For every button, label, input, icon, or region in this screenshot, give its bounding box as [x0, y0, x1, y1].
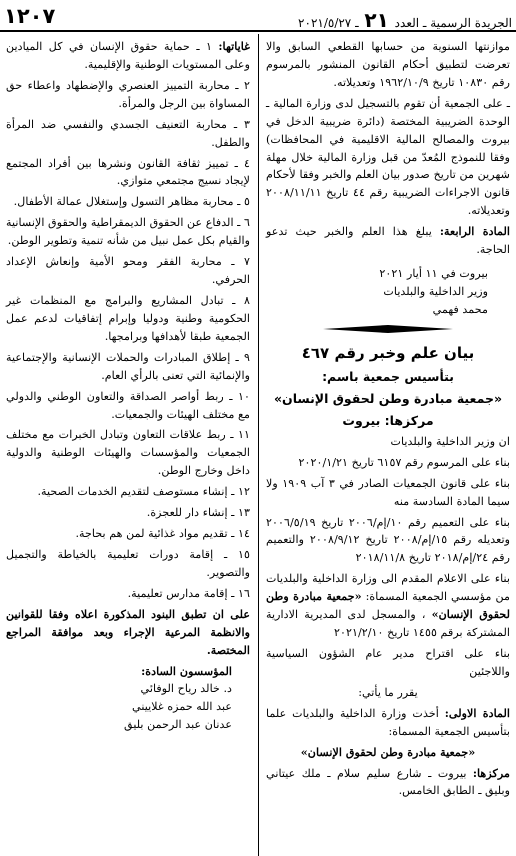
- goal-9: ٩ ـ إطلاق المبادرات والحملات الإنسانية والإجتماعية والإنمائية التي تعنى بالرأي العام.: [6, 350, 250, 382]
- budget-paragraph: موازنتها السنوية من حسابها القطعي السابق والا تعرضت لتطبيق أحكام القانون المنشور بالمرسوم رقم ١٠٨٣٠ تاريخ ١٩٦٢/١٠/٩ وتعديلاته.: [266, 40, 510, 89]
- goal-7: ٧ ـ محاربة الفقر ومحو الأمية وإنعاش الإعداد الحرفي.: [6, 255, 250, 287]
- goal-4: ٤ ـ تمييز ثقافة القانون ونشرها بين أفراد المجتمع لإيجاد نسيج مجتمعي متوازي.: [6, 156, 250, 188]
- founder-3: عدنان عبد الرحمن بليق: [124, 718, 232, 732]
- article-1-label: المادة الاولى:: [444, 705, 510, 720]
- signature-name: محمد فهمي: [432, 302, 488, 316]
- compliance-condition: على ان تطبق البنود المذكورة اعلاه وفقا للقوانين والانظمة المرعية الإجراء وبعد موافقة المراجع المختصة.: [6, 606, 250, 657]
- signature-place-date: بيروت في ١١ أيار ٢٠٢١: [379, 267, 488, 281]
- headquarters-line: مركزها: بيروت: [342, 412, 434, 428]
- right-column: [266, 38, 510, 803]
- goal-10: ١٠ ـ ربط أواصر الصداقة والتعاون الوطني والدولي مع مختلف الهيئات والجمعيات.: [6, 389, 250, 421]
- article-1-association-name: «جمعية مبادرة وطن لحقوق الإنسان»: [300, 744, 476, 759]
- basis-notification-name: «جمعية مبادرة وطن لحقوق الإنسان»: [266, 589, 510, 622]
- article-4-text: يبلغ هذا العلم والخبر حيث تدعو الحاجة.: [266, 225, 510, 257]
- goal-15: ١٥ ـ إقامة دورات تعليمية بالخياطة والتجميل والتصوير.: [6, 547, 250, 579]
- column-divider: [258, 34, 259, 856]
- goal-13: ١٣ ـ إنشاء دار للعجزة.: [146, 506, 250, 520]
- goal-2: ٢ ـ محاربة التمييز العنصري والإضطهاد واعطاء حق المساواة بين الرجل والمرأة.: [6, 78, 250, 110]
- headquarters-text: بيروت ـ شارع سليم سلام ـ ملك عيتاني وبليق ـ الطابق الخامس.: [266, 766, 510, 798]
- basis-proposal: بناء على اقتراح مدير عام الشؤون السياسية واللاجئين: [266, 646, 510, 678]
- article-4-label: المادة الرابعة:: [439, 224, 511, 239]
- decides-line: يقرر ما يأتي:: [358, 685, 418, 699]
- goal-5: ٥ ـ محاربة مظاهر التسول وإستغلال عمالة الأطفال.: [13, 195, 250, 209]
- issue-date: ـ ٢٠٢١/٥/٢٧: [298, 16, 359, 30]
- goals-label: غاياتها:: [218, 39, 250, 53]
- goal-6: ٦ ـ الدفاع عن الحقوق الديمقراطية والحقوق الإنسانية والقيام بكل عمل نبيل من شأنه تنمية وتطوير الوطن.: [6, 216, 250, 248]
- page-header: [0, 0, 516, 30]
- goal-11: ١١ ـ ربط علاقات التعاون وتبادل الخبرات مع مختلف الجمعيات والمؤسسات والهيئات الوطنية والدولية داخل وخارج الوطن.: [6, 428, 250, 478]
- minister-intro: ان وزير الداخلية والبلديات: [390, 434, 510, 448]
- headquarters-address: [266, 765, 510, 801]
- goal-1: [6, 38, 250, 74]
- basis-notification: [266, 570, 510, 642]
- basis-notification-end: ، والمسجل لدى المديرية الادارية المشتركة برقم ١٤٥٥ تاريخ ٢٠٢١/٢/١٠: [266, 608, 510, 640]
- header-rule: [0, 30, 516, 32]
- basis-notification-start: بناء على الاعلام المقدم الى وزارة الداخلية والبلديات من مؤسسي الجمعية المسماة:: [266, 572, 510, 604]
- gazette-name: الجريدة الرسمية ـ العدد: [394, 16, 512, 30]
- goal-16: ١٦ ـ إقامة مدارس تعليمية.: [127, 586, 250, 600]
- goal-14: ١٤ ـ تقديم مواد غذائية لمن هم بحاجة.: [75, 527, 250, 541]
- tax-registration-paragraph: ـ على الجمعية أن تقوم بالتسجيل لدى وزارة المالية ـ الوحدة الضريبية المختصة (دائرة ضريبية الدخل في بيروت والمصالح المالية الاقليمية في المحافظات) وفقا للنموذج المُعدّ من قبل وزارة المالية خلال مهلة شهرين من تاريخ صدور بيان العلم والخبر وفقا لأحكام قانون الاجراءات الضريبية رقم ٤٤ تاريخ ٢٠٠٨/١١/١١ وتعديلاته.: [266, 96, 510, 218]
- separator-ornament: [323, 325, 453, 333]
- basis-circulars: بناء على التعميم رقم ١٠/إم/٢٠٠٦ تاريخ ٢٠٠٦/٥/١٩ وتعديله رقم ١٥/إم/٢٠٠٨ تاريخ ٢٠٠٨/٩/١٢ والتعميم رقم ٢٤/إم/٢٠١٨ تاريخ ٢٠١٨/١١/٨: [266, 515, 510, 565]
- notice-title: بيان علم وخبر رقم ٤٦٧: [301, 343, 475, 362]
- page-number: ١٢٠٧: [4, 4, 56, 28]
- founder-1: د. خالد رياح الوفائي: [140, 682, 232, 696]
- founders-block: [6, 663, 232, 735]
- notice-subtitle: بتأسيس جمعية باسم:: [322, 368, 454, 384]
- article-1: [266, 705, 510, 741]
- founder-2: عبد الله حمزه غلاييني: [132, 700, 232, 714]
- issue-number: ٢١: [364, 8, 389, 32]
- goal-1-text: ١ ـ حماية حقوق الإنسان في كل الميادين وعلى المستويات الوطنية والإقليمية.: [6, 40, 250, 71]
- article-4: [266, 223, 510, 259]
- gazette-header-text: [298, 8, 512, 32]
- association-name: «جمعية مبادرة وطن لحقوق الإنسان»: [273, 390, 503, 406]
- headquarters-label: مركزها:: [472, 765, 510, 780]
- left-column: [6, 38, 250, 734]
- basis-law: بناء على قانون الجمعيات الصادر في ٣ آب ١٩٠٩ ولا سيما المادة السادسة منه: [266, 476, 510, 508]
- minister-signature-block: [266, 265, 488, 319]
- signature-title: وزير الداخلية والبلديات: [383, 284, 488, 298]
- basis-decree: بناء على المرسوم رقم ٦١٥٧ تاريخ ٢٠٢٠/١/٢١: [298, 455, 510, 469]
- goal-8: ٨ ـ تبادل المشاريع والبرامج مع المنظمات غير الحكومية وطنية ودوليا وإبرام إتفاقيات لدعم عمل الجمعية طبقا لأهدافها وبرامجها.: [6, 293, 250, 343]
- goal-3: ٣ ـ محاربة التعنيف الجسدي والنفسي ضد المرأة والطفل.: [6, 117, 250, 149]
- goal-12: ١٢ ـ إنشاء مستوصف لتقديم الخدمات الصحية.: [37, 485, 250, 499]
- founders-label: المؤسسون السادة:: [141, 663, 232, 678]
- article-1-text: أخذت وزارة الداخلية والبلديات علما بتأسيس الجمعية المسماة:: [266, 706, 510, 738]
